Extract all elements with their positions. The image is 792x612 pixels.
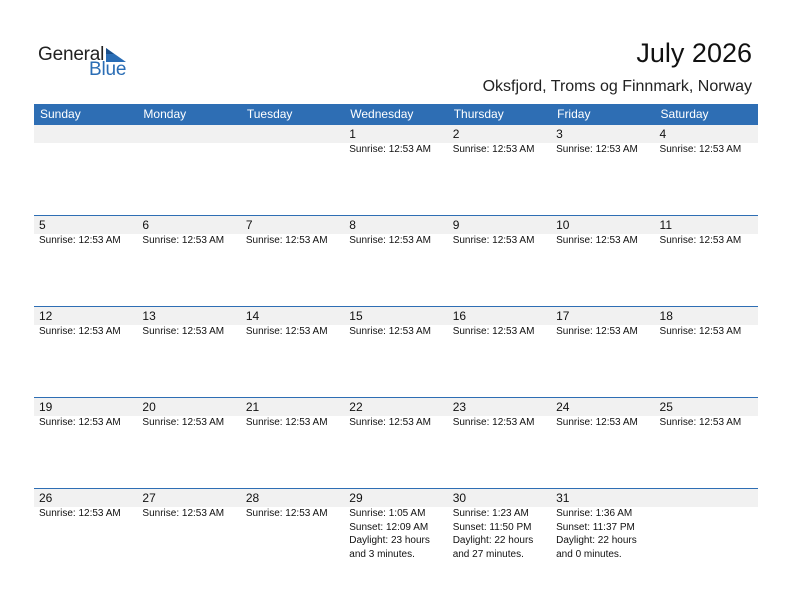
day-details xyxy=(34,234,137,248)
day-number: 31 xyxy=(551,489,654,507)
day-details xyxy=(551,416,654,430)
day-details xyxy=(551,507,654,561)
day-details xyxy=(241,325,344,339)
day-cell-22 xyxy=(344,398,447,488)
day-number: 5 xyxy=(34,216,137,234)
day-number: 10 xyxy=(551,216,654,234)
day-detail-line: Sunrise: 12:53 AM xyxy=(659,235,742,246)
day-number: 30 xyxy=(448,489,551,507)
logo-text-general: General xyxy=(38,44,105,65)
day-details xyxy=(137,325,240,339)
day-number: 29 xyxy=(344,489,447,507)
day-detail-line: Sunset: 11:37 PM xyxy=(556,521,635,533)
day-cell-5 xyxy=(34,216,137,306)
day-details xyxy=(448,143,551,157)
day-detail-line: Sunrise: 1:05 AM xyxy=(349,508,426,519)
day-number: 25 xyxy=(655,398,758,416)
day-number: 22 xyxy=(344,398,447,416)
day-detail-line: Sunrise: 12:53 AM xyxy=(245,326,328,337)
day-number: 14 xyxy=(241,307,344,325)
day-cell-3 xyxy=(551,125,654,215)
day-cell-19 xyxy=(34,398,137,488)
day-details xyxy=(448,325,551,339)
day-cell-11 xyxy=(655,216,758,306)
day-number xyxy=(34,125,137,143)
day-detail-line: Sunrise: 12:53 AM xyxy=(39,417,121,428)
day-details xyxy=(448,234,551,248)
day-cell-25 xyxy=(655,398,758,488)
day-number: 3 xyxy=(551,125,654,143)
day-detail-line: Sunrise: 12:53 AM xyxy=(452,326,535,337)
week-row xyxy=(34,398,758,488)
weekday-header-friday: Friday xyxy=(557,107,591,121)
day-detail-line: Daylight: 22 hours xyxy=(452,535,534,546)
day-number: 16 xyxy=(448,307,551,325)
day-cell-13 xyxy=(137,307,240,397)
day-cell-18 xyxy=(655,307,758,397)
day-details xyxy=(655,234,758,248)
day-detail-line: Sunrise: 1:36 AM xyxy=(556,508,633,519)
day-cell-9 xyxy=(448,216,551,306)
day-number: 11 xyxy=(655,216,758,234)
day-details xyxy=(344,143,447,157)
day-cell-empty xyxy=(137,125,240,215)
day-details xyxy=(344,507,447,561)
day-cell-7 xyxy=(241,216,344,306)
day-details xyxy=(241,416,344,430)
day-details xyxy=(34,507,137,521)
weekday-header-row xyxy=(34,104,758,125)
day-detail-line: Sunrise: 12:53 AM xyxy=(556,326,638,337)
day-detail-line: Sunset: 12:09 AM xyxy=(349,521,429,533)
logo-text-blue: Blue xyxy=(89,59,127,80)
day-detail-line: Sunrise: 1:23 AM xyxy=(452,508,529,519)
day-cell-1 xyxy=(344,125,447,215)
day-cell-16 xyxy=(448,307,551,397)
day-cell-empty xyxy=(241,125,344,215)
week-row xyxy=(34,216,758,306)
day-details xyxy=(655,416,758,430)
week-row xyxy=(34,307,758,397)
day-number: 21 xyxy=(241,398,344,416)
day-cell-6 xyxy=(137,216,240,306)
day-details xyxy=(34,325,137,339)
day-detail-line: Sunrise: 12:53 AM xyxy=(39,326,121,337)
weekday-header-thursday: Thursday xyxy=(453,107,504,121)
calendar-weeks xyxy=(34,125,758,579)
day-cell-31 xyxy=(551,489,654,579)
day-cell-empty xyxy=(34,125,137,215)
day-detail-line: Sunrise: 12:53 AM xyxy=(39,235,121,246)
day-details xyxy=(137,416,240,430)
day-cell-24 xyxy=(551,398,654,488)
day-number: 1 xyxy=(344,125,447,143)
day-details xyxy=(448,507,551,561)
day-detail-line: Sunrise: 12:53 AM xyxy=(349,235,431,246)
day-detail-line: Sunset: 11:50 PM xyxy=(452,521,532,533)
day-details xyxy=(241,234,344,248)
day-detail-line: Sunrise: 12:53 AM xyxy=(452,144,535,155)
day-detail-line: Sunrise: 12:53 AM xyxy=(349,417,431,428)
day-cell-29 xyxy=(344,489,447,579)
day-cell-20 xyxy=(137,398,240,488)
day-cell-26 xyxy=(34,489,137,579)
day-detail-line: Sunrise: 12:53 AM xyxy=(556,235,638,246)
day-number xyxy=(137,125,240,143)
day-cell-10 xyxy=(551,216,654,306)
weekday-header-wednesday: Wednesday xyxy=(350,107,414,121)
logo xyxy=(38,42,138,82)
day-details xyxy=(655,143,758,157)
day-detail-line: Sunrise: 12:53 AM xyxy=(659,417,742,428)
day-cell-2 xyxy=(448,125,551,215)
day-number: 18 xyxy=(655,307,758,325)
day-number: 12 xyxy=(34,307,137,325)
day-number: 9 xyxy=(448,216,551,234)
day-details xyxy=(448,416,551,430)
day-cell-empty xyxy=(655,489,758,579)
day-detail-line: Sunrise: 12:53 AM xyxy=(556,417,638,428)
day-details xyxy=(551,143,654,157)
day-details xyxy=(551,234,654,248)
day-number: 23 xyxy=(448,398,551,416)
day-number: 20 xyxy=(137,398,240,416)
day-number: 4 xyxy=(655,125,758,143)
day-detail-line: Sunrise: 12:53 AM xyxy=(142,326,225,337)
day-details xyxy=(551,325,654,339)
day-number: 17 xyxy=(551,307,654,325)
day-detail-line: and 0 minutes. xyxy=(556,548,622,560)
location-subtitle: Oksfjord, Troms og Finnmark, Norway xyxy=(482,78,752,95)
weekday-header-sunday: Sunday xyxy=(40,107,81,121)
day-cell-8 xyxy=(344,216,447,306)
day-number: 6 xyxy=(137,216,240,234)
day-detail-line: Sunrise: 12:53 AM xyxy=(659,144,742,155)
day-number: 2 xyxy=(448,125,551,143)
day-number: 7 xyxy=(241,216,344,234)
day-detail-line: Sunrise: 12:53 AM xyxy=(349,144,431,155)
day-detail-line: Daylight: 23 hours xyxy=(349,535,430,546)
day-cell-27 xyxy=(137,489,240,579)
day-details xyxy=(344,234,447,248)
day-cell-17 xyxy=(551,307,654,397)
day-details xyxy=(137,234,240,248)
day-details xyxy=(344,416,447,430)
day-detail-line: Sunrise: 12:53 AM xyxy=(452,417,535,428)
day-detail-line: and 3 minutes. xyxy=(349,548,415,560)
day-number: 19 xyxy=(34,398,137,416)
day-number: 26 xyxy=(34,489,137,507)
day-details xyxy=(241,507,344,521)
calendar-grid xyxy=(34,104,758,579)
day-detail-line: Daylight: 22 hours xyxy=(556,535,637,546)
week-row xyxy=(34,125,758,215)
day-details xyxy=(655,325,758,339)
day-number: 8 xyxy=(344,216,447,234)
day-detail-line: Sunrise: 12:53 AM xyxy=(349,326,431,337)
day-number: 15 xyxy=(344,307,447,325)
day-number: 24 xyxy=(551,398,654,416)
day-cell-21 xyxy=(241,398,344,488)
day-detail-line: Sunrise: 12:53 AM xyxy=(142,417,225,428)
day-number: 28 xyxy=(241,489,344,507)
day-detail-line: Sunrise: 12:53 AM xyxy=(142,508,225,519)
day-number: 13 xyxy=(137,307,240,325)
weekday-header-monday: Monday xyxy=(143,107,187,121)
day-detail-line: Sunrise: 12:53 AM xyxy=(142,235,225,246)
day-detail-line: and 27 minutes. xyxy=(452,548,524,560)
day-details xyxy=(137,507,240,521)
day-detail-line: Sunrise: 12:53 AM xyxy=(556,144,638,155)
day-cell-14 xyxy=(241,307,344,397)
day-cell-30 xyxy=(448,489,551,579)
page-title: July 2026 xyxy=(636,38,752,68)
day-number: 27 xyxy=(137,489,240,507)
day-detail-line: Sunrise: 12:53 AM xyxy=(245,508,328,519)
day-detail-line: Sunrise: 12:53 AM xyxy=(659,326,742,337)
day-cell-12 xyxy=(34,307,137,397)
weekday-header-tuesday: Tuesday xyxy=(246,107,293,121)
day-number xyxy=(241,125,344,143)
day-details xyxy=(34,416,137,430)
day-cell-23 xyxy=(448,398,551,488)
day-cell-28 xyxy=(241,489,344,579)
day-detail-line: Sunrise: 12:53 AM xyxy=(245,235,328,246)
day-detail-line: Sunrise: 12:53 AM xyxy=(39,508,121,519)
day-details xyxy=(344,325,447,339)
day-detail-line: Sunrise: 12:53 AM xyxy=(245,417,328,428)
day-cell-4 xyxy=(655,125,758,215)
day-cell-15 xyxy=(344,307,447,397)
day-number xyxy=(655,489,758,507)
day-detail-line: Sunrise: 12:53 AM xyxy=(452,235,535,246)
weekday-header-saturday: Saturday xyxy=(660,107,709,121)
week-row xyxy=(34,489,758,579)
